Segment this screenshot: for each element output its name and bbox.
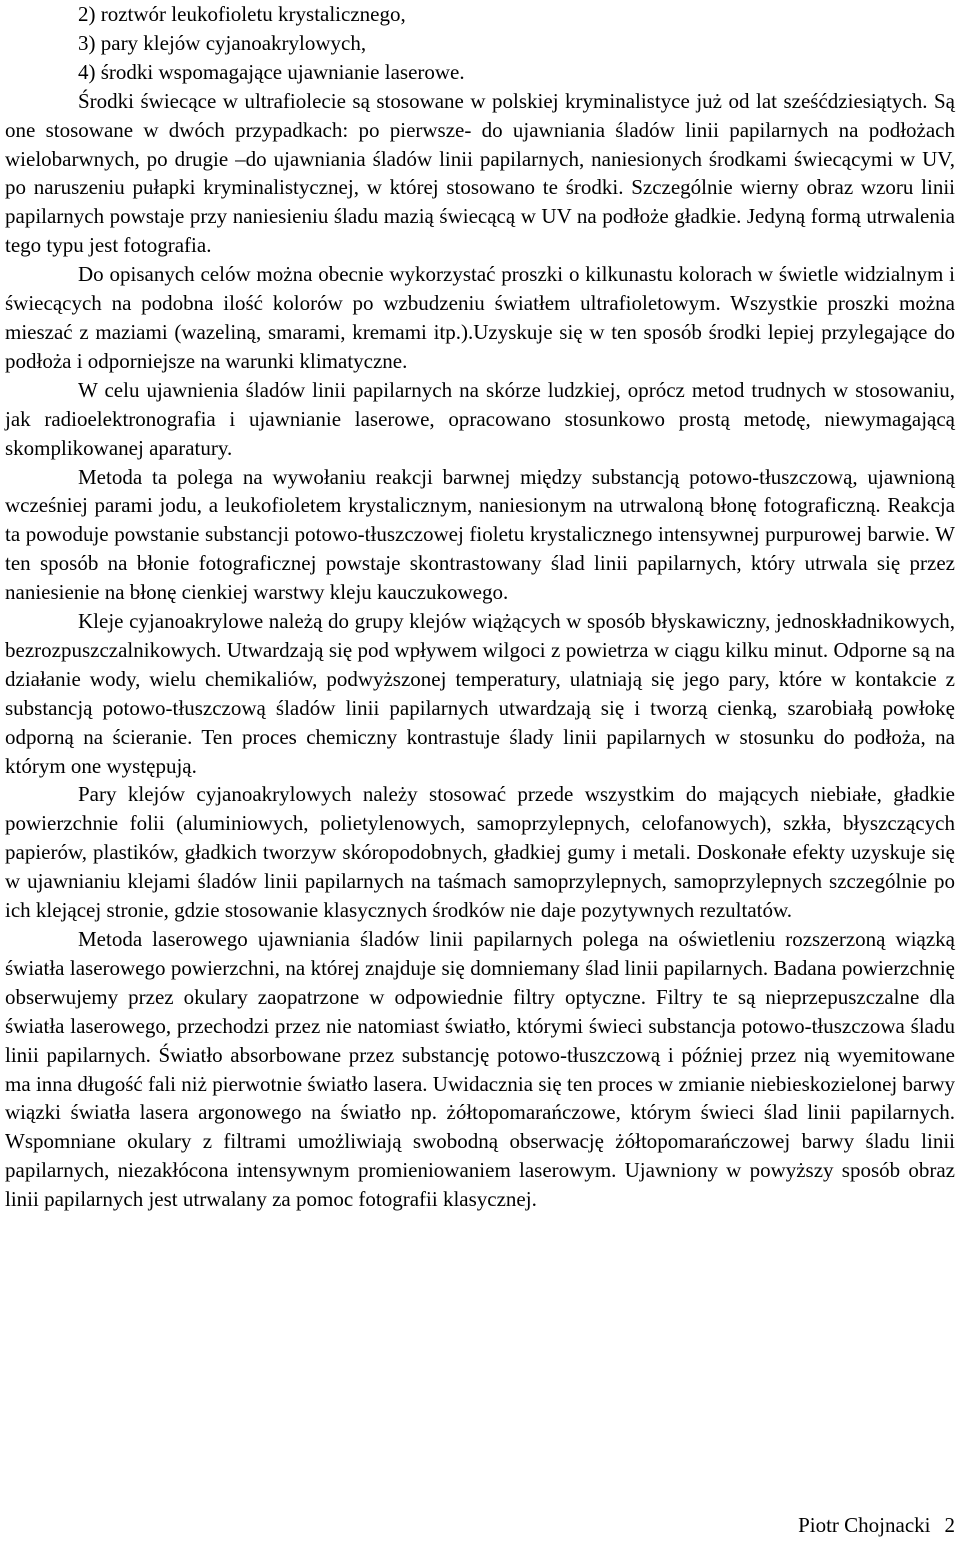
list-item: 2) roztwór leukofioletu krystalicznego, (78, 2, 406, 26)
page-body (5, 0, 955, 1214)
paragraph-powders: Do opisanych celów można obecnie wykorzystać proszki o kilkunastu kolorach w świetle widzialnym i świecących na podobna ilość kolorów po wzbudzeniu światłem ultrafioletowym. Wszystkie proszki można mieszać z maziami (wazeliną, smarami, kremami itp.).Uzyskuje się w ten sposób środki lepiej przylegające do podłoża i odporniejsze na warunki klimatyczne. (5, 262, 955, 373)
paragraph-skin-traces: W celu ujawnienia śladów linii papilarnych na skórze ludzkiej, oprócz metod trudnych w stosowaniu, jak radioelektronografia i ujawnianie laserowe, opracowano stosunkowo prostą metodę, niewymagającą skomplikowanej aparatury. (5, 377, 955, 460)
paragraph-leuco-method: Metoda ta polega na wywołaniu reakcji barwnej między substancją potowo-tłuszczową, ujawnioną wcześniej parami jodu, a leukofioletem krystalicznym, naniesionym na utrwaloną błonę fotograficzną. Reakcja ta powoduje powstanie substancji potowo-tłuszczowej fioletu krystalicznego intensywnej purpurowej barwie. W ten sposób na błonie fotograficznej powstaje skontrastowany ślad linii papilarnych, który utrwala się przez naniesienie na błonę cienkiej warstwy kleju kauczukowego. (5, 464, 955, 605)
page-number: 2 (944, 1513, 955, 1537)
paragraph-cyanoacrylate-vapors: Pary klejów cyjanoakrylowych należy stosować przede wszystkim do mających niebiałe, gładkie powierzchnie folii (aluminiowych, polietylenowych, samoprzylepnych, celofanowych), szkła, błyszczących papierów, plastików, gładkich tworzyw skóropodobnych, gładkiej gumy i metali. Doskonałe efekty uzyskuje się w ujawnianiu klejami śladów linii papilarnych na taśmach samoprzylepnych, samoprzylepnych szczególnie po ich klejącej stronie, gdzie stosowanie klasycznych środków nie daje pozytywnych rezultatów. (5, 782, 955, 923)
paragraph-uv-agents: Środki świecące w ultrafiolecie są stosowane w polskiej kryminalistyce już od lat sześćdziesiątych. Są one stosowane w dwóch przypadkach: po pierwsze- do ujawniania śladów linii papilarnych na podłożach wielobarwnych, po drugie –do ujawniania śladów linii papilarnych, naniesionych środkami świecącymi w UV, po naruszeniu pułapki kryminalistycznej, w której stosowano te środki. Szczególnie wierny obraz wzoru linii papilarnych powstaje przy naniesieniu śladu mazią świecącą w UV na podłoże gładkie. Jedyną formą utrwalenia tego typu jest fotografia. (5, 88, 955, 258)
paragraph-laser-method: Metoda laserowego ujawniania śladów linii papilarnych polega na oświetleniu rozszerzoną wiązką światła laserowego powierzchni, na której znajduje się domniemany ślad linii papilarnych. Badana powierzchnię obserwujemy przez okulary zaopatrzone w odpowiednie filtry optyczne. Filtry te są nieprzepuszczalne dla światła laserowego, przechodzi przez nie natomiast światło, którymi świeci substancja potowo-tłuszczowa śladu linii papilarnych. Światło absorbowane przez substancję potowo-tłuszczową i później przez nią wyemitowane ma inna długość fali niż pierwotnie światło lasera. Uwidacznia się ten proces w zmianie niebieskozielonej barwy wiązki światła lasera argonowego na światło np. żółtopomarańczowe, którym świeci ślad linii papilarnych. Wspomniane okulary z filtrami umożliwiają swobodną obserwację żółtopomarańczowej barwy śladu linii papilarnych, niezakłócona intensywnym promieniowaniem laserowym. Ujawniony w powyższy sposób obraz linii papilarnych jest utrwalany za pomoc fotografii klasycznej. (5, 927, 955, 1212)
paragraph-cyanoacrylate: Kleje cyjanoakrylowe należą do grupy klejów wiążących w sposób błyskawiczny, jednoskładnikowych, bezrozpuszczalnikowych. Utwardzają się pod wpływem wilgoci z powietrza w ciągu kilku minut. Odporne są na działanie wody, wielu chemikaliów, podwyższonej temperatury, ulatniają się jego pary, które w kontakcie z substancją potowo-tłuszczową śladów linii papilarnych utwardzają się i tworzą cienką, szarobiałą powłokę odporną na ścieranie. Ten proces chemiczny kontrastuje ślady linii papilarnych w stosunku do podłoża, na którym one występują. (5, 609, 955, 778)
page-footer (798, 1512, 955, 1538)
list-item: 3) pary klejów cyjanoakrylowych, (78, 30, 367, 55)
footer-author: Piotr Chojnacki (798, 1513, 931, 1537)
list-item: 4) środki wspomagające ujawnianie laserowe. (78, 59, 465, 84)
